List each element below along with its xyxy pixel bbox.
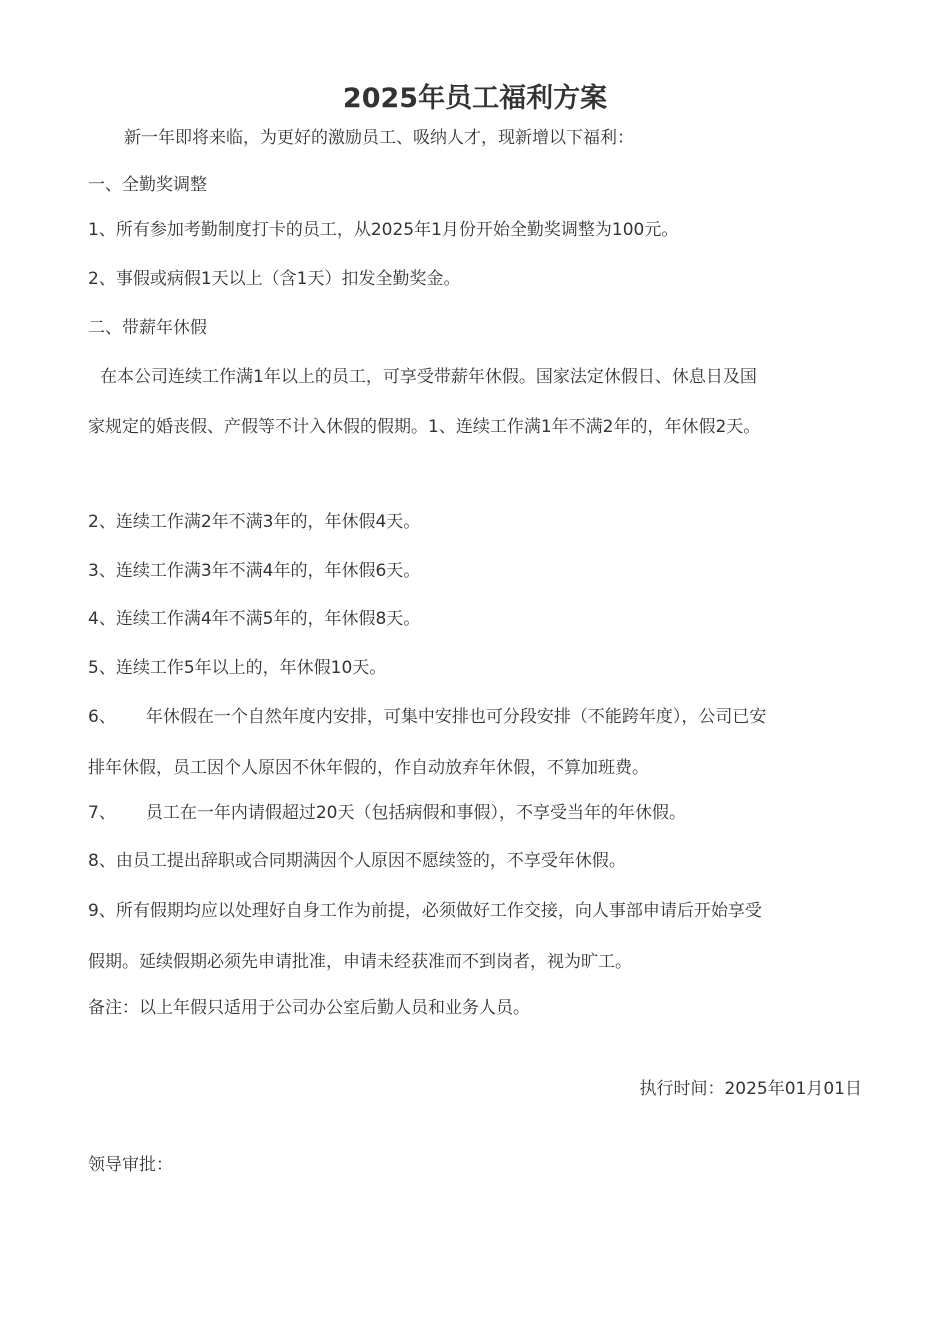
section1-item-2: 2、事假或病假1天以上（含1天）扣发全勤奖金。 [88, 269, 461, 289]
effective-date: 执行时间：2025年01月01日 [639, 1079, 862, 1099]
document-title: 2025年员工福利方案 [342, 83, 608, 114]
section2-item-2: 2、连续工作满2年不满3年的，年休假4天。 [88, 512, 421, 532]
section2-heading: 二、带薪年休假 [88, 318, 207, 338]
section2-item-8: 8、由员工提出辞职或合同期满因个人原因不愿续签的，不享受年休假。 [88, 851, 626, 871]
section2-paragraph-line1: 在本公司连续工作满1年以上的员工，可享受带薪年休假。国家法定休假日、休息日及国 [100, 367, 757, 387]
section1-heading: 一、全勤奖调整 [88, 175, 207, 195]
section1-item-1: 1、所有参加考勤制度打卡的员工，从2025年1月份开始全勤奖调整为100元。 [88, 220, 679, 240]
section2-item-9-line1: 9、所有假期均应以处理好自身工作为前提，必须做好工作交接，向人事部申请后开始享受 [88, 901, 762, 921]
item-6-text: 年休假在一个自然年度内安排，可集中安排也可分段安排（不能跨年度），公司已安 [145, 707, 767, 727]
section2-item-3: 3、连续工作满3年不满4年的，年休假6天。 [88, 561, 421, 581]
intro-paragraph: 新一年即将来临，为更好的激励员工、吸纳人才，现新增以下福利： [124, 128, 634, 148]
section2-item-4: 4、连续工作满4年不满5年的，年休假8天。 [88, 609, 421, 629]
item-7-number: 7、 [88, 803, 116, 823]
section2-paragraph-line2: 家规定的婚丧假、产假等不计入休假的假期。1、连续工作满1年不满2年的，年休假2天。 [88, 417, 761, 437]
note: 备注：以上年假只适用于公司办公室后勤人员和业务人员。 [88, 998, 530, 1018]
item-6-number: 6、 [88, 707, 116, 727]
section2-item-6-line1 [88, 706, 766, 728]
section2-item-5: 5、连续工作5年以上的，年休假10天。 [88, 658, 387, 678]
item-7-text: 员工在一年内请假超过20天（包括病假和事假），不享受当年的年休假。 [145, 803, 686, 823]
section2-item-6-line2: 排年休假，员工因个人原因不休年假的，作自动放弃年休假，不算加班费。 [88, 758, 649, 778]
approval-label: 领导审批： [88, 1155, 173, 1175]
section2-item-7 [88, 802, 686, 824]
section2-item-9-line2: 假期。延续假期必须先申请批准，申请未经获准而不到岗者，视为旷工。 [88, 952, 632, 972]
